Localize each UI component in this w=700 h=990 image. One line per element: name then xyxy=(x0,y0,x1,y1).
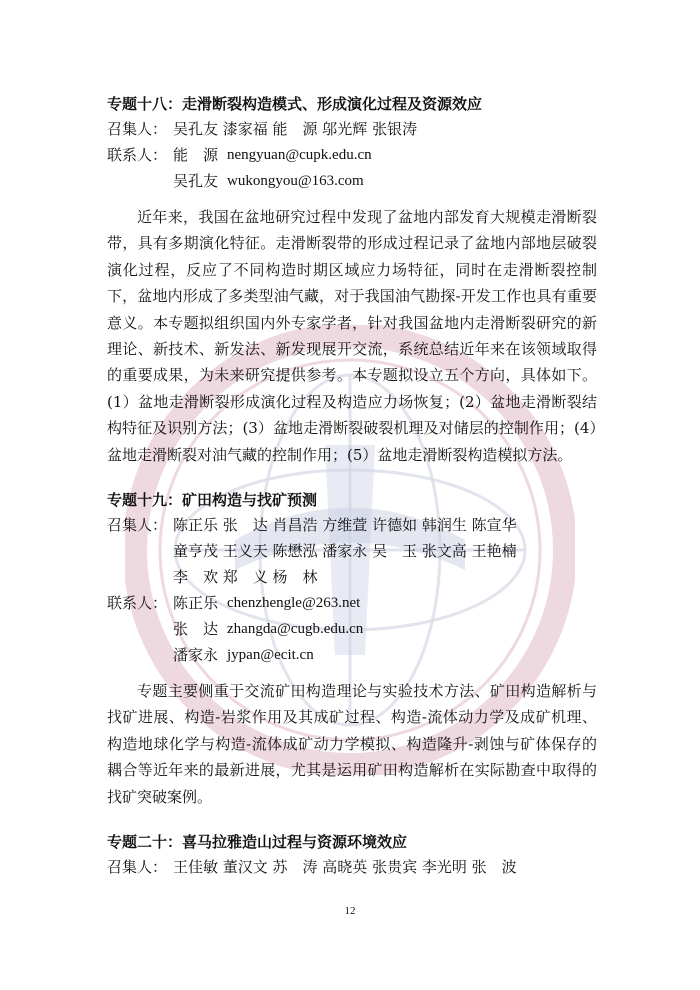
section-19-title: 专题十九：矿田构造与找矿预测 xyxy=(107,491,318,510)
convener-label: 召集人： xyxy=(107,516,168,535)
page-content xyxy=(107,92,597,880)
convener-label: 召集人： xyxy=(107,858,168,877)
contact-label: 联系人： xyxy=(107,594,168,613)
convener-names: 陈正乐 张 达 肖昌浩 方维萱 许德如 韩润生 陈宣华 xyxy=(173,516,517,535)
section-20-title: 专题二十：喜马拉雅造山过程与资源环境效应 xyxy=(107,833,408,852)
contact-name: 陈正乐 xyxy=(173,594,219,613)
convener-label: 召集人： xyxy=(107,120,168,138)
contact-label: 联系人： xyxy=(107,146,168,164)
section-18-conveners xyxy=(107,116,597,142)
convener-names: 童亨茂 王义天 陈懋泓 潘家永 吴 玉 张文高 王艳楠 xyxy=(173,542,517,561)
section-19-contact-1 xyxy=(107,590,597,616)
section-18-title: 专题十八：走滑断裂构造模式、形成演化过程及资源效应 xyxy=(107,95,483,113)
contact-email: zhangda@cugb.edu.cn xyxy=(227,621,364,638)
contact-email: wukongyou@163.com xyxy=(227,173,364,189)
section-20-conveners xyxy=(107,854,597,880)
section-18-contact-2 xyxy=(173,168,597,194)
section-18-paragraph: 近年来，我国在盆地研究过程中发现了盆地内部发育大规模走滑断裂带，具有多期演化特征。走滑断裂带的形成过程记录了盆地内部地层破裂演化过程，反应了不同构造时期区域应力场特征，同时在走滑断裂控制下，盆地内形成了多类型油气藏，对于我国油气勘探-开发工作也具有重要意义。本专题拟组织国内外专家学者，针对我国盆地内走滑断裂研究的新理论、新技术、新发法、新发现展开交流，系统总结近年来在该领域取得的重要成果，为未来研究提供参考。本专题拟设立五个方向，具体如下。(1）盆地走滑断裂形成演化过程及构造应力场恢复；(2）盆地走滑断裂结构特征及识别方法；(3）盆地走滑断裂破裂机理及对储层的控制作用；(4）盆地走滑断裂对油气藏的控制作用；(5）盆地走滑断裂构造模拟方法。 xyxy=(107,208,597,464)
convener-names: 王佳敏 董汉文 苏 涛 高晓英 张贵宾 李光明 张 波 xyxy=(173,858,517,877)
contact-email: nengyuan@cupk.edu.cn xyxy=(227,147,372,163)
contact-name: 张 达 xyxy=(173,620,219,639)
contact-name: 潘家永 xyxy=(173,646,219,665)
page-number: 12 xyxy=(344,905,356,917)
section-19-conveners-line-2 xyxy=(173,538,597,564)
section-18-contact-1 xyxy=(107,142,597,168)
contact-email: chenzhengle@263.net xyxy=(227,595,361,612)
section-19-conveners-line-3 xyxy=(173,564,597,590)
convener-names: 李 欢 郑 义 杨 林 xyxy=(173,568,318,587)
contact-name: 能 源 xyxy=(173,146,219,164)
section-19-contact-3 xyxy=(173,642,597,668)
section-19-contact-2 xyxy=(173,616,597,642)
convener-names: 吴孔友 漆家福 能 源 邬光辉 张银涛 xyxy=(173,120,418,138)
section-19-conveners xyxy=(107,512,597,538)
section-19-paragraph: 专题主要侧重于交流矿田构造理论与实验技术方法、矿田构造解析与找矿进展、构造-岩浆作用及其成矿过程、构造-流体动力学及成矿机理、构造地球化学与构造-流体成矿动力学模拟、构造隆升-剥蚀与矿体保存的耦合等近年来的最新进展，尤其是运用矿田构造解析在实际勘查中取得的找矿突破案例。 xyxy=(107,682,597,806)
contact-name: 吴孔友 xyxy=(173,172,219,190)
contact-email: jypan@ecit.cn xyxy=(227,647,314,664)
